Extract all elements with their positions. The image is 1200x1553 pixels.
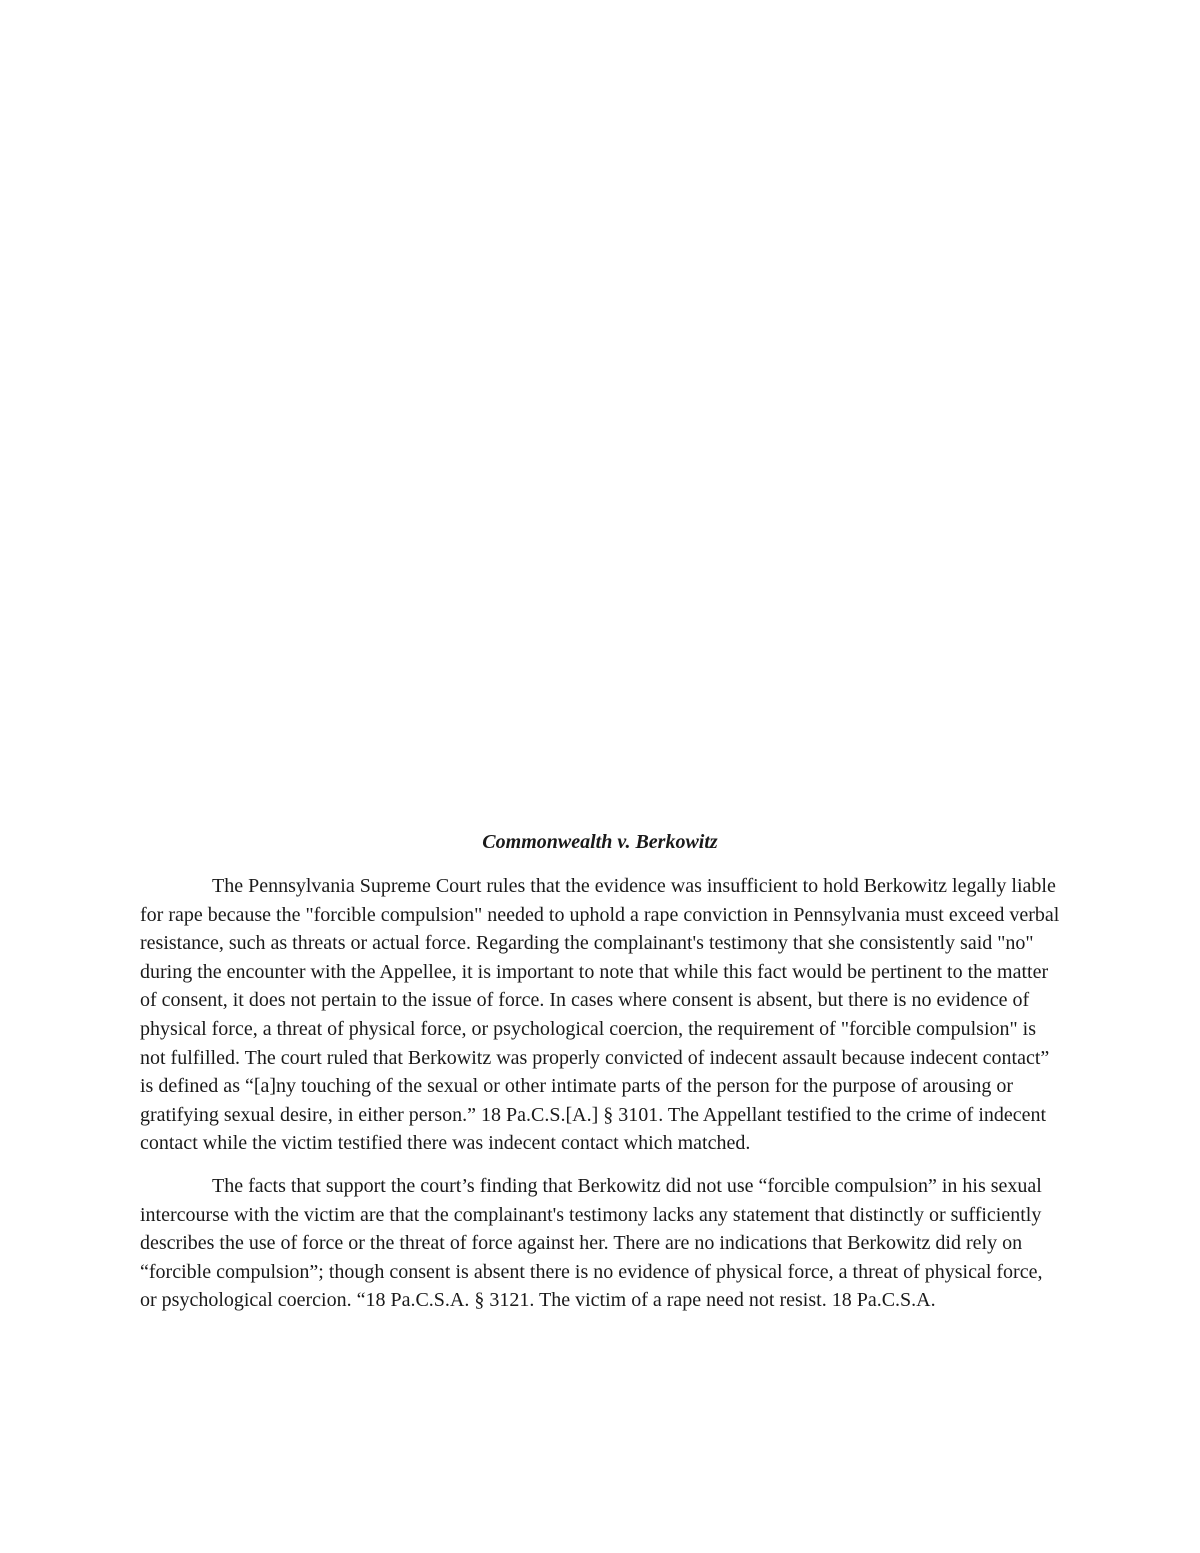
paragraph-1: The Pennsylvania Supreme Court rules that the evidence was insufficient to hold Berkowitz legally liable for rape because the "forcible compulsion" needed to uphold a rape conviction in Pennsylvania must exceed verbal resistance, such as threats or actual force. Regarding the complainant's testimony that she consistently said "no" during the encounter with the Appellee, it is important to note that while this fact would be pertinent to the matter of consent, it does not pertain to the issue of force. In cases where consent is absent, but there is no evidence of physical force, a threat of physical force, or psychological coercion, the requirement of "forcible compulsion" is not fulfilled. The court ruled that Berkowitz was properly convicted of indecent assault because indecent contact” is defined as “[a]ny touching of the sexual or other intimate parts of the person for the purpose of arousing or gratifying sexual desire, in either person.” 18 Pa.C.S.[A.] § 3101. The Appellant testified to the crime of indecent contact while the victim testified there was indecent contact which matched.	[140, 875, 1060, 1155]
document-title: Commonwealth v. Berkowitz	[482, 831, 718, 853]
document-body	[140, 828, 1060, 1329]
paragraph-2: The facts that support the court’s finding that Berkowitz did not use “forcible compulsion” in his sexual intercourse with the victim are that the complainant's testimony lacks any statement that distinctly or sufficiently describes the use of force or the threat of force against her. There are no indications that Berkowitz did rely on “forcible compulsion”; though consent is absent there is no evidence of physical force, a threat of physical force, or psychological coercion. “18 Pa.C.S.A. § 3121. The victim of a rape need not resist. 18 Pa.C.S.A.	[140, 1174, 1043, 1312]
